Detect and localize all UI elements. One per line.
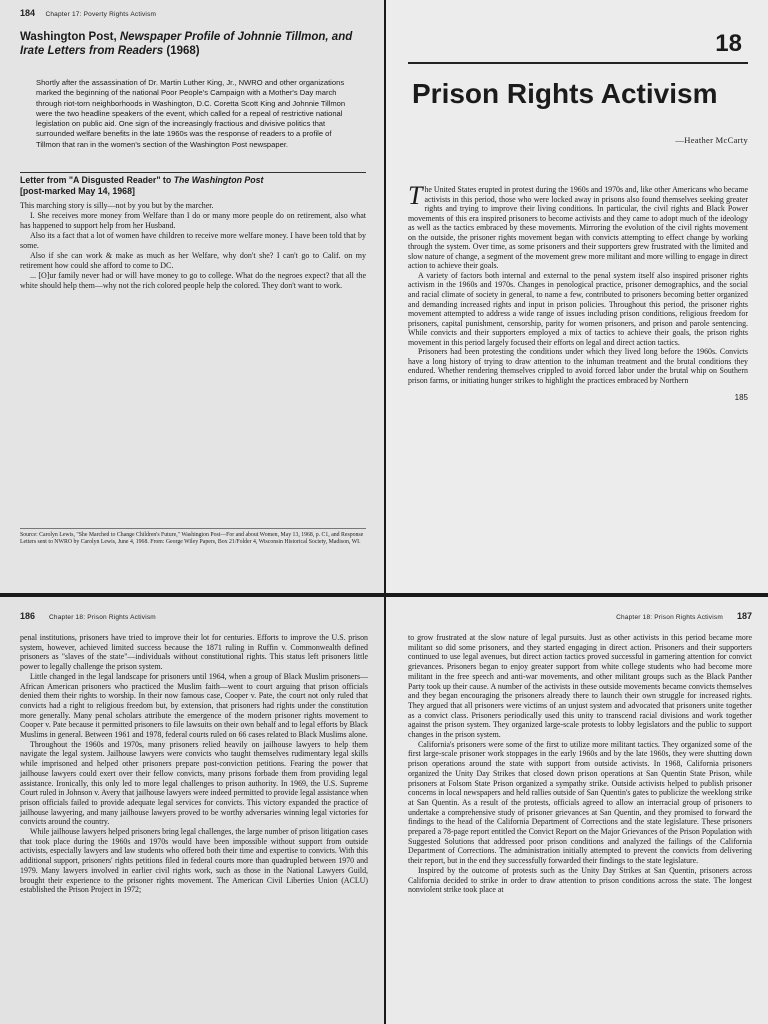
page-185	[386, 0, 768, 593]
paragraph: penal institutions, prisoners have tried to improve their lot for centuries. Efforts to improve the U.S. prison system, however, achieved limited success because the 1871 ruling in Ruffin v. Commonwealth defined prisoners as "slaves of the state"—individuals without constitutional rights. This status left prisoners little power to legally challenge the prison system.	[20, 633, 368, 672]
letter-title-b: [post-marked May 14, 1968]	[20, 186, 135, 197]
running-head-text-186: Chapter 18: Prison Rights Activism	[49, 614, 156, 621]
document-title-suffix: (1968)	[163, 45, 200, 57]
chapter-number: 18	[715, 30, 742, 57]
document-title	[20, 30, 366, 58]
page-number-186: 186	[20, 611, 36, 621]
document-title-prefix: Washington Post,	[20, 31, 120, 43]
paragraph: California's prisoners were some of the first to utilize more militant tactics. They organized some of the first large-scale prisoner work stoppages in the early 1960s and by the late 1960s, they were shutting down prison operations around the state with support from outside activists. In 1968, California prisoners organized the Unity Day Strikes that closed down prison operations at San Quentin State Prison, while prisoners at Folsom State Prison organized a sympathy strike. Outside activists helped to publish prisoner concerns in local newspapers and held rallies outside of San Quentin's gates to publicize the weeklong strike at San Quentin. As a result of the protests, officials agreed to allow an interracial group of prisoners to undertake a comprehensive study of prisoner grievances at San Quentin, and they promised to forward the findings to the head of the California Department of Corrections and the state legislature. These prisoners prepared a 78-page report entitled the Convict Report on the Major Grievances of the Prison Population with Suggested Solutions that addressed poor prison conditions and analyzed the failings of the California Department of Corrections. The administration initially attempted to prevent the convicts from delivering their report, but in the end they successfully forwarded their findings to the state legislature.	[408, 739, 752, 866]
paragraph: A variety of factors both internal and external to the penal system itself also inspired prisoner rights activism in the 1960s and 1970s. Changes in penological practice, prisoner demographics, and the social and racial climate of society in general, to name a few, contributed to prisoners becoming better organized and demanding increased rights and input in prison policies. Throughout this period, the prisoner rights movement attempted to address a wide range of issues including prison conditions, religious freedom for prisoners, capital punishment, censorship, parity for women prisoners, and prison and parole sentencing. While convicts and their supporters employed a mix of tactics to achieve their goals, the prison rights movement in this period largely focused their efforts on legal and direct action tactics.	[408, 270, 748, 347]
letter-line: Also its a fact that a lot of women have children to receive more welfare money. I have been told that by some.	[20, 231, 366, 251]
letter-line: ... [O]ur family never had or will have money to go to college. What do the negroes expect? that all the white should help them—why not the rich colored people help the colored. They don't want to work.	[20, 271, 366, 291]
paragraph: Throughout the 1960s and 1970s, many prisoners relied heavily on jailhouse lawyers to help them navigate the legal system. Jailhouse lawyers were convicts who taught themselves rudimentary legal skills while imprisoned and helped other prisoners prepare post-conviction petitions. Fearing the power that jailhouse lawyers could exert over their fellow convicts, many prisons forbade them from providing legal assistance. Ironically, this only led to more legal challenges to prison authority. In 1969, the U.S. Supreme Court ruled in Johnson v. Avery that jailhouse lawyers were indeed permitted to provide legal assistance when prison officials failed to provide adequate legal services for convicts. This victory expanded the practice of jailhouse lawyering, and many jailhouse lawyers proved to be worthy adversaries winning legal victories for convicts around the country.	[20, 739, 368, 827]
document-title-italic: Newspaper Profile of Johnnie Tillmon, and Irate Letters from Readers	[20, 31, 353, 57]
page-187-body	[408, 633, 752, 895]
letter-title	[20, 172, 366, 197]
paragraph: Inspired by the outcome of protests such as the Unity Day Strikes at San Quentin, prisoners across California decided to strike in order to draw attention to prison conditions across the state. The longest nonviolent strike took place at	[408, 865, 752, 895]
chapter-title: Prison Rights Activism	[412, 78, 718, 109]
letter-line: I. She receives more money from Welfare than I do or many more people do on retirement, also what has happened to support help from her Husband.	[20, 211, 366, 231]
paragraph: to grow frustrated at the slow nature of legal pursuits. Just as other activists in this period became more militant so did some prisoners, and they started engaging in direct action. Prisoners and their supporters continued to use legal avenues, but direct action tactics proved successful in garnering attention for convict grievances. Prisoners began to enjoy greater support from white college students who had become more militant in the free speech and anti-war movements, and other militant groups such as the Black Panther Party took up their cause. A number of the activists in these outside movements became convicts themselves and they began encouraging the prisoners already there to launch their own struggle for increased rights. They argued that all prisoners were victims of an unjust system and advocated that prisoners unite together as a convict class. Prisoners periodically used this unity to transcend racial divisions and work together against the prison system. They organized large-scale protests to lobby legislators and the public to support changes in the prison system.	[408, 633, 752, 740]
chapter-author: —Heather McCarty	[675, 135, 748, 145]
page-number-185: 185	[734, 393, 748, 403]
page-number-184: 184	[20, 8, 36, 18]
page-184	[0, 0, 384, 593]
source-footnote: Source: Carolyn Lewis, "She Marched to Change Children's Future," Washington Post—For and about Women, May 13, 1968, p. C1, and Response Letters sent to NWRO by Carolyn Lewis, June 4, 1968. From: George Wiley Papers, Box 21/Folder 4, Wisconsin Historical Society, Madison, WI.	[20, 528, 366, 547]
running-head-186	[20, 611, 368, 621]
running-head-text-187: Chapter 18: Prison Rights Activism	[616, 614, 723, 621]
chapter-body	[408, 181, 748, 385]
letter-title-italic: The Washington Post	[173, 175, 264, 186]
letter-line: Also if she can work & make as much as her Welfare, why don't she? I can't go to Calif. on my retirement how could she afford to come to DC.	[20, 251, 366, 271]
page-187	[386, 597, 768, 1024]
page-number-187: 187	[736, 611, 752, 621]
document-intro: Shortly after the assassination of Dr. Martin Luther King, Jr., NWRO and other organizations marked the beginning of the national Poor People's Campaign with a Mother's Day march through riot-torn neighborhoods in Washington, D.C. Coretta Scott King and Johnnie Tillmon were the two headline speakers of the event, which called for a repeal of restrictive national legislation on public aid. One sign of the increasingly fractious and divisive politics that surrounded welfare benefits in the late 1960s was the response of readers to a profile of Tillmon that ran in the women's section of the Washington Post newspaper.	[36, 78, 346, 149]
chapter-rule	[408, 62, 748, 64]
running-head-184	[20, 8, 366, 18]
page-186	[0, 597, 384, 1024]
letter-line: This marching story is silly—not by you but by the marcher.	[20, 201, 214, 211]
paragraph: While jailhouse lawyers helped prisoners bring legal challenges, the large number of prison litigation cases that took place during the 1960s and 1970s would have been impossible without support from outside activists, especially lawyers and law students who offered both their time and expertise to convicts. With this additional support, prisoners' rights petitions filed in federal courts more than quadrupled between 1970 and 1979. Many lawyers involved in earlier civil rights work, such as those in the National Lawyers Guild, brought their experience to the prisoner rights movement. The American Civil Liberties Union (ACLU) established the Prison Project in 1972;	[20, 827, 368, 895]
paragraph: Little changed in the legal landscape for prisoners until 1964, when a group of Black Muslim prisoners—African American prisoners who practiced the Muslim faith—went to court arguing that prison officials denied them their rights to worship. In their now famous case, Cooper v. Pate, the court not only ruled that convicts had a right to religious freedom but, by extension, that prisoners had rights under the constitution more generally. Many penal scholars attribute the emergence of the modern prisoner rights movement to Cooper v. Pate because it permitted prisoners to file lawsuits on their own behalf and to legal efforts by Black Muslims in general. Between 1961 and 1978, federal courts ruled on 66 cases related to Black Muslims alone.	[20, 671, 368, 740]
letter-body	[20, 201, 366, 291]
page-186-body	[20, 633, 368, 895]
drop-cap: T	[408, 181, 423, 210]
running-head-text-184: Chapter 17: Poverty Rights Activism	[45, 11, 157, 18]
paragraph: Prisoners had been protesting the conditions under which they lived long before the 1960s. Convicts have a long history of trying to draw attention to the inhuman treatment and the brutal conditions they endured. Whether rendering themselves crippled to avoid forced labor under the brutal whip on Southern prison farms, or initiating hunger strikes to highlight the practices embraced by Northern	[408, 347, 748, 385]
running-head-187	[408, 611, 752, 621]
letter-title-a: Letter from "A Disgusted Reader" to	[20, 175, 174, 186]
paragraph: The United States erupted in protest during the 1960s and 1970s and, like other Americans who became activists in this period, those who were locked away in prisons also found themselves seeking greater rights and trying to improve their living conditions. In particular, the civil rights and Black Power movements of this era inspired prisoners to become activists and they came to adopt much of the ideology as well as the tactics embraced by these movements. Mirroring the evolution of the civil rights movement on the outside, the prisoner rights movement began with convicts attempting to effect change by working through the system. Over time, as some prisoners and their supporters grew frustrated with the limited and slow nature of change, a segment of the movement grew more militant and more willing to engage in direct action to achieve their goals.	[408, 181, 748, 271]
